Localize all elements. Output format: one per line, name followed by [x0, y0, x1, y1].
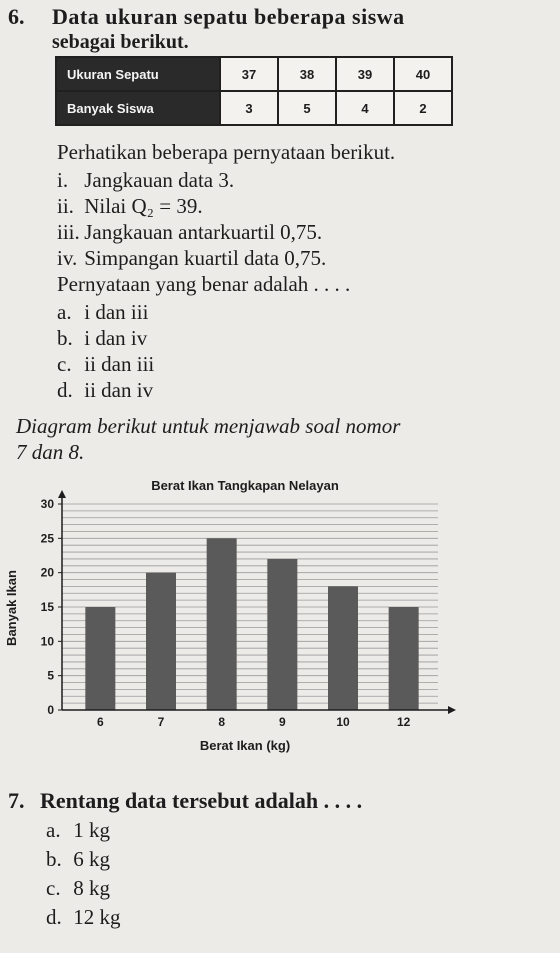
y-tick-label: 25	[40, 531, 54, 546]
y-tick-label: 30	[40, 497, 54, 511]
bar-8	[207, 538, 237, 710]
y-axis-ticks	[41, 497, 62, 717]
x-tick-label: 6	[96, 715, 104, 729]
y-axis-label: Banyak Ikan	[4, 570, 19, 646]
bar-10	[328, 586, 358, 710]
y-tick-label: 10	[40, 634, 54, 649]
answer-option-b[interactable]	[57, 326, 147, 351]
answer-option-b[interactable]	[46, 847, 110, 872]
option-letter: b.	[57, 326, 73, 350]
option-letter: c.	[46, 876, 61, 900]
statement-text: Simpangan kuartil data 0,75.	[84, 246, 327, 270]
table-cell: 37	[220, 57, 278, 91]
option-text: ii dan iii	[84, 352, 155, 376]
statement-text: Jangkauan antarkuartil 0,75.	[84, 220, 323, 244]
bar-7	[146, 573, 176, 710]
statement-item	[57, 194, 203, 219]
statement-item	[57, 246, 326, 271]
answer-option-a[interactable]	[46, 818, 110, 843]
question-number: 7.	[8, 788, 25, 813]
table-cell: 4	[336, 91, 394, 125]
chart-gridlines	[62, 504, 438, 703]
table-cell: 2	[394, 91, 452, 125]
option-text: ii dan iv	[84, 378, 154, 402]
x-axis-label: Berat Ikan (kg)	[199, 738, 291, 753]
x-tick-label: 10	[336, 715, 350, 729]
option-letter: b.	[46, 847, 62, 871]
option-text: 6 kg	[73, 847, 110, 871]
question-intro: Data ukuran sepatu beberapa siswa	[52, 4, 405, 29]
answer-option-d[interactable]	[46, 905, 121, 930]
question-text: Rentang data tersebut adalah . . . .	[40, 788, 363, 813]
option-text: 8 kg	[73, 876, 110, 900]
option-text: i dan iii	[84, 300, 149, 324]
chart-bars	[85, 538, 418, 710]
statement-text: Nilai Q₂ = 39.	[84, 194, 203, 218]
table-row	[56, 57, 452, 91]
question-intro-continued: sebagai berikut.	[52, 31, 189, 53]
option-letter: d.	[46, 905, 62, 929]
diagram-intro-continued: 7 dan 8.	[16, 440, 85, 464]
shoe-size-table	[55, 56, 453, 126]
statement-text: Jangkauan data 3.	[84, 168, 235, 192]
bar-9	[267, 559, 297, 710]
table-cell: 38	[278, 57, 336, 91]
x-tick-label: 9	[278, 715, 286, 729]
y-tick-label: 15	[40, 600, 54, 614]
chart-title: Berat Ikan Tangkapan Nelayan	[151, 478, 339, 493]
table-cell: 3	[220, 91, 278, 125]
table-row	[56, 91, 452, 125]
table-cell: 39	[336, 57, 394, 91]
option-text: i dan iv	[84, 326, 148, 350]
x-axis-ticks	[97, 715, 411, 729]
bar-6	[85, 607, 115, 710]
option-letter: d.	[57, 378, 73, 402]
option-text: 1 kg	[73, 818, 110, 842]
statement-number: iv.	[57, 246, 78, 270]
answer-option-a[interactable]	[57, 300, 148, 325]
answer-option-c[interactable]	[57, 352, 154, 377]
statement-number: iii.	[57, 220, 80, 244]
bar-12	[389, 607, 419, 710]
question-number: 6.	[8, 4, 25, 29]
x-tick-label: 12	[396, 715, 411, 729]
option-letter: a.	[57, 300, 72, 324]
statement-number: ii.	[57, 194, 74, 218]
answer-option-c[interactable]	[46, 876, 110, 901]
table-row-header: Banyak Siswa	[56, 91, 220, 125]
x-tick-label: 8	[218, 715, 226, 729]
statement-item	[57, 168, 234, 193]
fish-weight-chart	[0, 468, 560, 768]
y-axis-arrow	[58, 490, 66, 498]
option-text: 12 kg	[73, 905, 121, 929]
table-row-header: Ukuran Sepatu	[56, 57, 220, 91]
diagram-intro: Diagram berikut untuk menjawab soal nomor	[16, 414, 401, 438]
statements-intro: Perhatikan beberapa pernyataan berikut.	[57, 140, 396, 164]
x-tick-label: 7	[157, 715, 165, 729]
table-cell: 40	[394, 57, 452, 91]
y-tick-label: 5	[47, 668, 54, 683]
statement-number: i.	[57, 168, 69, 192]
question-text: Pernyataan yang benar adalah . . . .	[57, 272, 351, 296]
table-cell: 5	[278, 91, 336, 125]
statement-item	[57, 220, 322, 245]
option-letter: a.	[46, 818, 61, 842]
option-letter: c.	[57, 352, 72, 376]
y-tick-label: 20	[40, 565, 54, 580]
y-tick-label: 0	[47, 703, 54, 717]
answer-option-d[interactable]	[57, 378, 153, 403]
x-axis-arrow	[448, 706, 456, 714]
